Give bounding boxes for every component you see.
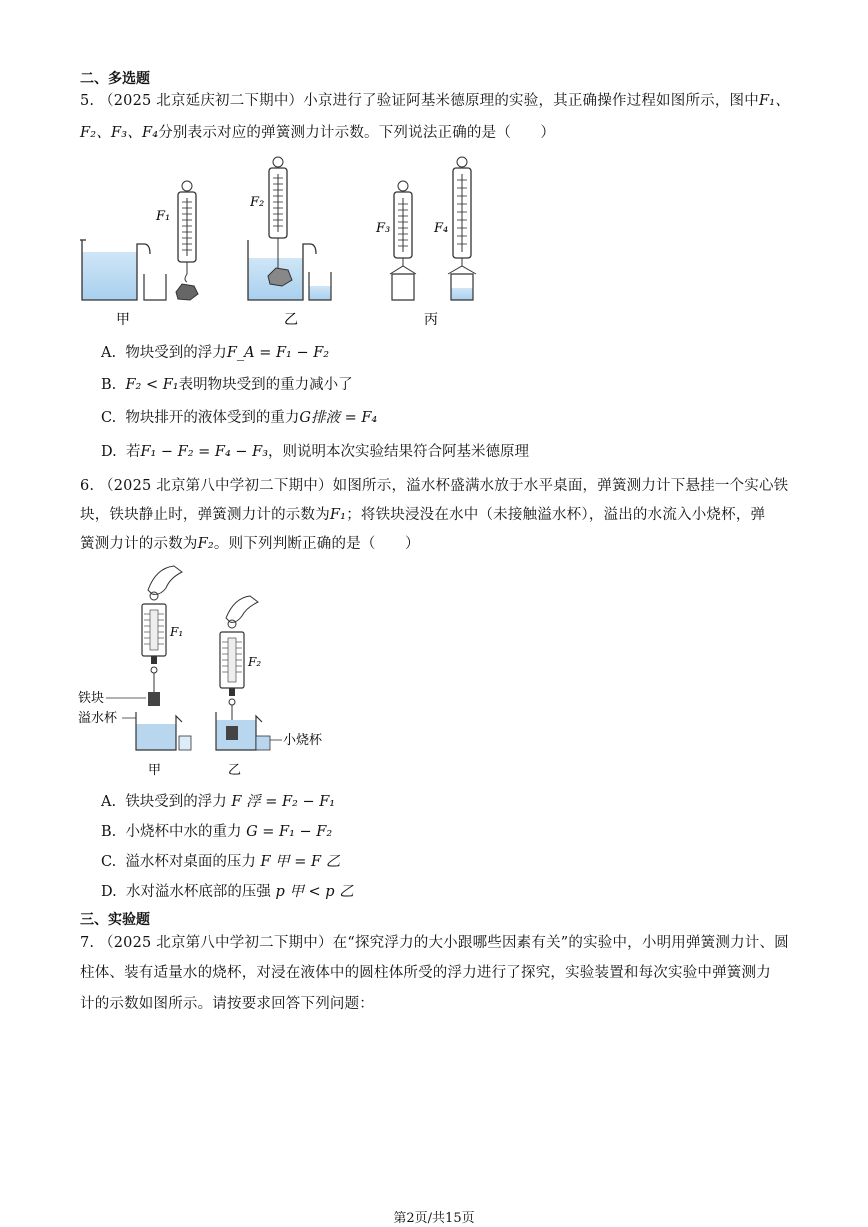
- q6-option-b[interactable]: B. 小烧杯中水的重力 G = F₁ − F₂: [101, 824, 333, 840]
- q5-yi-overflow-cup: [248, 240, 316, 300]
- q6-line-2: 块，铁块静止时，弹簧测力计的示数为F₁；将铁块浸没在水中（未接触溢水杯），溢出的水流入小烧杯，弹: [80, 507, 766, 523]
- q5-gauge-f2: [269, 157, 287, 252]
- q6-jia-hand-icon: [148, 566, 182, 594]
- section-title-multi-choice: 二、多选题: [80, 71, 150, 87]
- q6-yi-hand-icon: [226, 596, 258, 622]
- q5-jia-small-beaker: [144, 274, 166, 300]
- q6-label-cup: 溢水杯: [78, 711, 118, 726]
- q5-yi-small-beaker: [309, 272, 331, 300]
- q5-gauge-f3: [390, 181, 416, 300]
- q5-label-bing: 丙: [424, 312, 438, 328]
- q5-option-d[interactable]: D. 若F₁ − F₂ = F₄ − F₃，则说明本次实验结果符合阿基米德原理: [101, 444, 530, 460]
- q6-label-beaker: 小烧杯: [283, 733, 323, 748]
- q6-label-jia: 甲: [148, 763, 162, 778]
- q7-line-2: 柱体、装有适量水的烧杯，对浸在液体中的圆柱体所受的浮力进行了探究，实验装置和每次实验中弹簧测力: [80, 965, 771, 981]
- q6-label-iron: 铁块: [78, 691, 105, 706]
- q6-option-d[interactable]: D. 水对溢水杯底部的压强 p 甲 < p 乙: [101, 884, 354, 900]
- q7-line-1: 7. （2025 北京第八中学初二下期中）在“探究浮力的大小跟哪些因素有关”的实验中，小明用弹簧测力计、圆: [80, 935, 789, 951]
- q5-label-f2: F₂: [250, 195, 265, 210]
- q5-option-c[interactable]: C. 物块排开的液体受到的重力G排液 = F₄: [101, 410, 378, 426]
- q5-jia-overflow-cup: [80, 240, 150, 300]
- q5-text-1: 5. （2025 北京延庆初二下期中）小京进行了验证阿基米德原理的实验，其正确操作过程如图所示，图中: [80, 93, 759, 109]
- q5-vars-1: F₁、: [758, 93, 790, 109]
- q5-label-jia: 甲: [116, 312, 130, 328]
- q5-text-2: 分别表示对应的弹簧测力计示数。下列说法正确的是（ ）: [158, 125, 556, 141]
- q6-option-a[interactable]: A. 铁块受到的浮力 F 浮 = F₂ − F₁: [101, 794, 336, 810]
- q6-option-c[interactable]: C. 溢水杯对桌面的压力 F 甲 = F 乙: [101, 854, 341, 870]
- q5-label-f3: F₃: [376, 221, 391, 236]
- q7-line-3: 计的示数如图所示。请按要求回答下列问题：: [80, 996, 374, 1012]
- q5-label-f1: F₁: [156, 209, 171, 224]
- q5-label-yi: 乙: [284, 312, 298, 328]
- q6-jia-overflow-cup: [136, 712, 191, 750]
- q6-gauge-f2: [220, 620, 244, 726]
- q6-line-3: 簧测力计的示数为F₂。则下列判断正确的是（ ）: [80, 536, 420, 552]
- q6-label-yi: 乙: [228, 763, 242, 778]
- q5-option-b[interactable]: B. F₂ < F₁表明物块受到的重力减小了: [101, 377, 353, 393]
- q5-option-a[interactable]: A. 物块受到的浮力F_A = F₁ − F₂: [101, 345, 330, 361]
- page-number: 第2页/共15页: [393, 1211, 475, 1226]
- q6-label-f1: F₁: [170, 625, 184, 639]
- q5-label-f4: F₄: [434, 221, 449, 236]
- q6-gauge-f1: [142, 592, 166, 706]
- q6-yi-overflow-cup: [216, 712, 270, 750]
- q5-gauge-f4: [448, 157, 476, 300]
- q6-label-f2: F₂: [248, 655, 262, 669]
- q5-vars-2: F₂、F₃、F₄: [80, 125, 159, 141]
- q5-line-1: [80, 89, 790, 110]
- q5-line-2: [80, 121, 555, 142]
- q5-gauge-f1: [176, 181, 198, 300]
- q6-line-1: 6. （2025 北京第八中学初二下期中）如图所示，溢水杯盛满水放于水平桌面，弹簧测力计下悬挂一个实心铁: [80, 478, 789, 494]
- q5-experiment-figure: [78, 152, 498, 332]
- q6-experiment-figure: [78, 560, 338, 780]
- section-title-experiment: 三、实验题: [80, 912, 150, 928]
